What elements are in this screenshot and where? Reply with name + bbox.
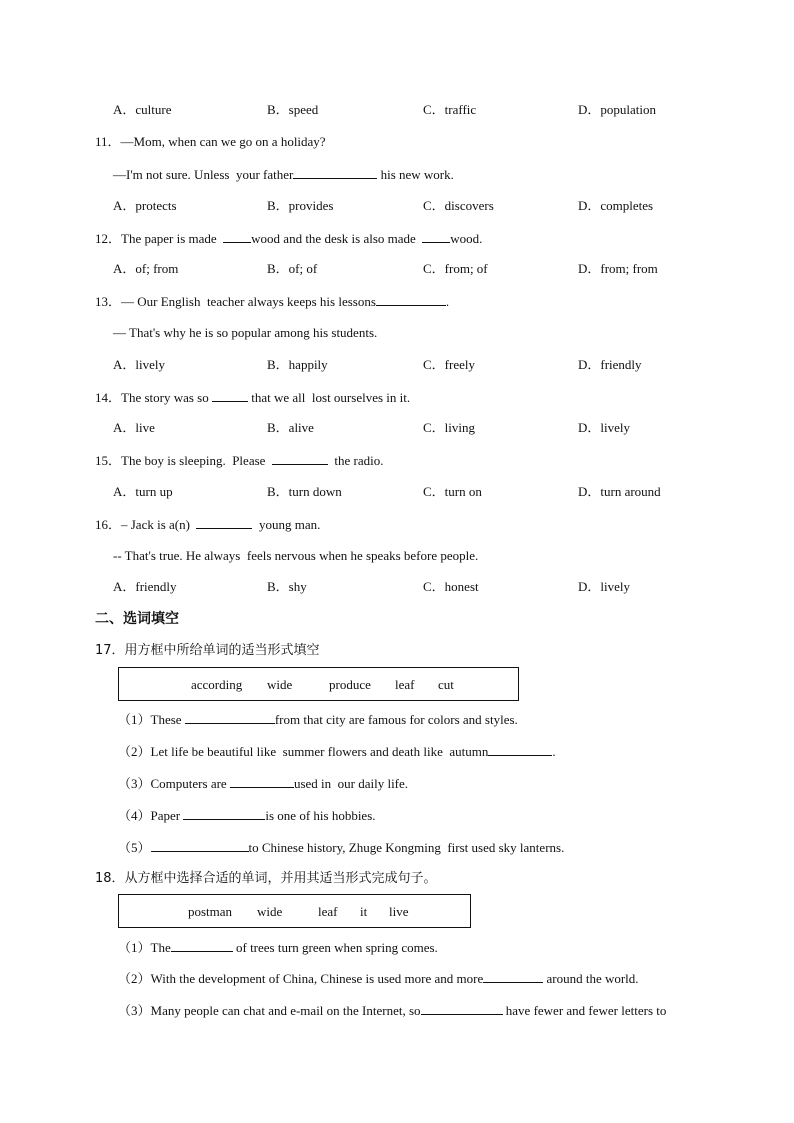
q12-stem: 12．The paper is made wood and the desk is also made wood. — [95, 231, 483, 246]
q15-stem: 15．The boy is sleeping. Please the radio. — [95, 453, 384, 468]
answer-blank — [183, 807, 265, 820]
answer-blank — [185, 711, 275, 724]
q17-item-1: （1）These from that city are famous for colors and styles. — [118, 712, 518, 727]
q17-item-3: （3）Computers are used in our daily life. — [118, 776, 409, 791]
q17-item-4: （4）Paper is one of his hobbies. — [118, 808, 376, 823]
q13-line2: — That's why he is so popular among his students. — [113, 325, 378, 340]
option-b: B．turn down — [267, 484, 342, 499]
answer-blank — [223, 230, 251, 243]
option-b: B．of; of — [267, 261, 318, 276]
q14-stem: 14．The story was so that we all lost ourselves in it. — [95, 390, 411, 405]
q17-item-5: （5） to Chinese history, Zhuge Kongming first used sky lanterns. — [118, 840, 565, 855]
section-heading: 二、选词填空 — [95, 611, 179, 627]
option-b: B．provides — [267, 198, 334, 213]
answer-blank — [483, 970, 543, 983]
q17-stem: 17．用方框中所给单词的适当形式填空 — [95, 643, 320, 658]
option-d: D．friendly — [578, 357, 642, 372]
word-bank-item: cut — [438, 677, 454, 692]
answer-blank — [421, 1002, 503, 1015]
word-bank-item: it — [360, 904, 368, 919]
word-bank-item: wide — [257, 904, 283, 919]
answer-blank — [151, 839, 249, 852]
option-c: C．turn on — [423, 484, 482, 499]
word-bank-item: produce — [329, 677, 371, 692]
option-c: C．freely — [423, 357, 475, 372]
answer-blank — [376, 293, 446, 306]
option-b: B．alive — [267, 420, 314, 435]
option-c: C．living — [423, 420, 476, 435]
word-bank-item: live — [389, 904, 409, 919]
answer-blank — [196, 516, 252, 529]
option-a: A．live — [113, 420, 155, 435]
word-box — [118, 894, 471, 928]
q18-item-1: （1）The of trees turn green when spring comes. — [118, 940, 438, 955]
option-d: D．turn around — [578, 484, 661, 499]
option-c: C．from; of — [423, 261, 488, 276]
answer-blank — [293, 166, 377, 179]
q16-line2: -- That's true. He always feels nervous when he speaks before people. — [113, 548, 479, 563]
option-c: C．discovers — [423, 198, 494, 213]
answer-blank — [488, 743, 552, 756]
answer-blank — [272, 452, 328, 465]
answer-blank — [422, 230, 450, 243]
word-bank-item: leaf — [395, 677, 415, 692]
option-a: A．lively — [113, 357, 165, 372]
answer-blank — [230, 775, 294, 788]
word-bank-item: according — [191, 677, 243, 692]
word-bank-item: leaf — [318, 904, 338, 919]
option-c: C．traffic — [423, 102, 477, 117]
option-c: C．honest — [423, 579, 479, 594]
word-bank-item: wide — [267, 677, 293, 692]
option-a: A．turn up — [113, 484, 173, 499]
option-d: D．from; from — [578, 261, 658, 276]
option-a: A．culture — [113, 102, 172, 117]
q11-line2: —I'm not sure. Unless your father his new work. — [113, 167, 454, 182]
q13-stem: 13．— Our English teacher always keeps his lessons . — [95, 294, 450, 309]
q18-item-3: （3）Many people can chat and e-mail on the Internet, so have fewer and fewer letters to — [118, 1003, 667, 1018]
answer-blank — [212, 389, 248, 402]
option-d: D．population — [578, 102, 656, 117]
word-bank-item: postman — [188, 904, 233, 919]
word-box — [118, 667, 519, 701]
option-d: D．lively — [578, 579, 630, 594]
q17-item-2: （2）Let life be beautiful like summer flowers and death like autumn . — [118, 744, 556, 759]
answer-blank — [171, 939, 233, 952]
q18-stem: 18．从方框中选择合适的单词，并用其适当形式完成句子。 — [95, 871, 437, 886]
option-a: A．of; from — [113, 261, 179, 276]
option-b: B．shy — [267, 579, 307, 594]
option-d: D．completes — [578, 198, 654, 213]
option-b: B．speed — [267, 102, 319, 117]
q18-item-2: （2）With the development of China, Chinese is used more and more around the world. — [118, 971, 639, 986]
option-a: A．friendly — [113, 579, 177, 594]
option-b: B．happily — [267, 357, 328, 372]
q11-stem: 11．—Mom, when can we go on a holiday? — [95, 134, 326, 149]
option-a: A．protects — [113, 198, 177, 213]
option-d: D．lively — [578, 420, 630, 435]
q16-stem: 16．– Jack is a(n) young man. — [95, 517, 321, 532]
